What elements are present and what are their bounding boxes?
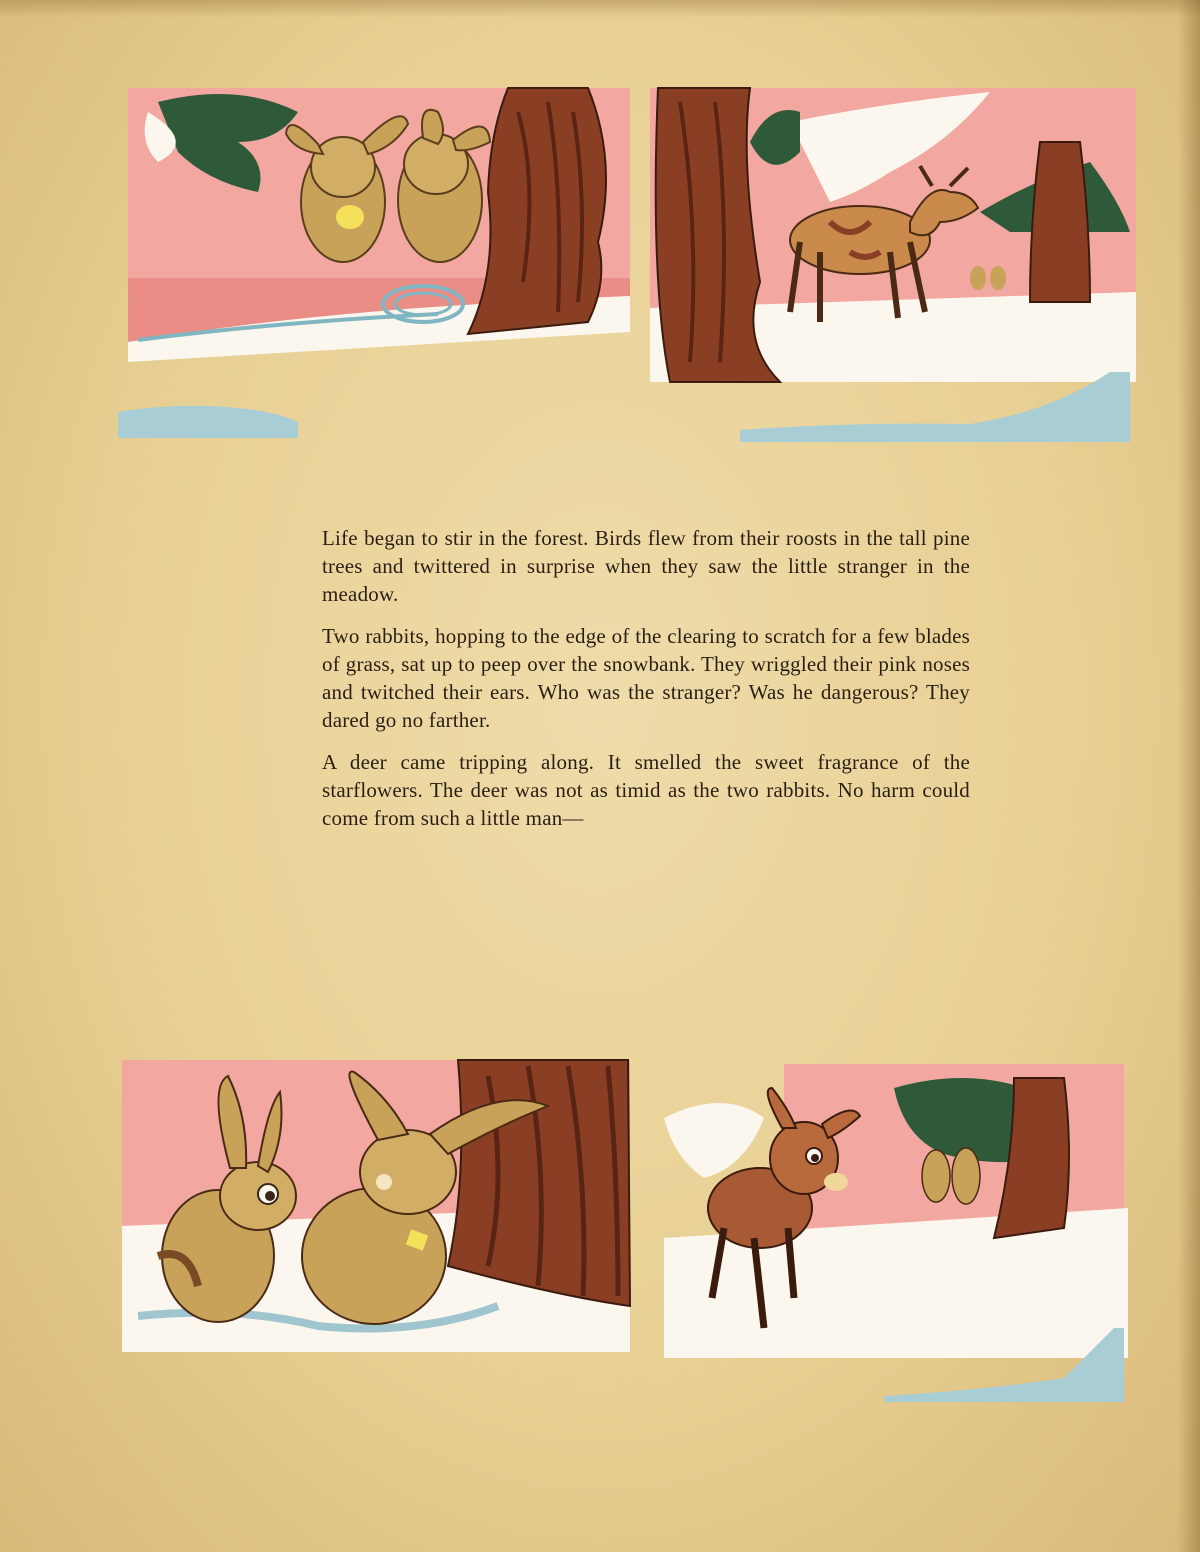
story-paragraph-1: Life began to stir in the forest. Birds flew from their roosts in the tall pine trees and twittered in surprise when they saw the little stranger in the meadow. [322,526,970,606]
page-binding-shadow [1178,0,1200,1552]
page-top-shadow [0,0,1200,18]
illustration-rabbits-by-tree [118,1056,634,1356]
illustration-deer-clearing [650,82,1136,444]
story-paragraph-2: Two rabbits, hopping to the edge of the clearing to scratch for a few blades of grass, sat up to peep over the snowbank. They wriggled their pink noses and twitched their ears. Who was the stranger? Was he dangerous? They dared go no farther. [322,624,970,732]
story-text [322,524,970,846]
illustration-deer-and-rabbits [664,1058,1128,1402]
illustration-rabbits-peeking [118,82,638,444]
story-paragraph-3: A deer came tripping along. It smelled the sweet fragrance of the starflowers. The deer was not as timid as the two rabbits. No harm could come from such a little man— [322,750,970,830]
